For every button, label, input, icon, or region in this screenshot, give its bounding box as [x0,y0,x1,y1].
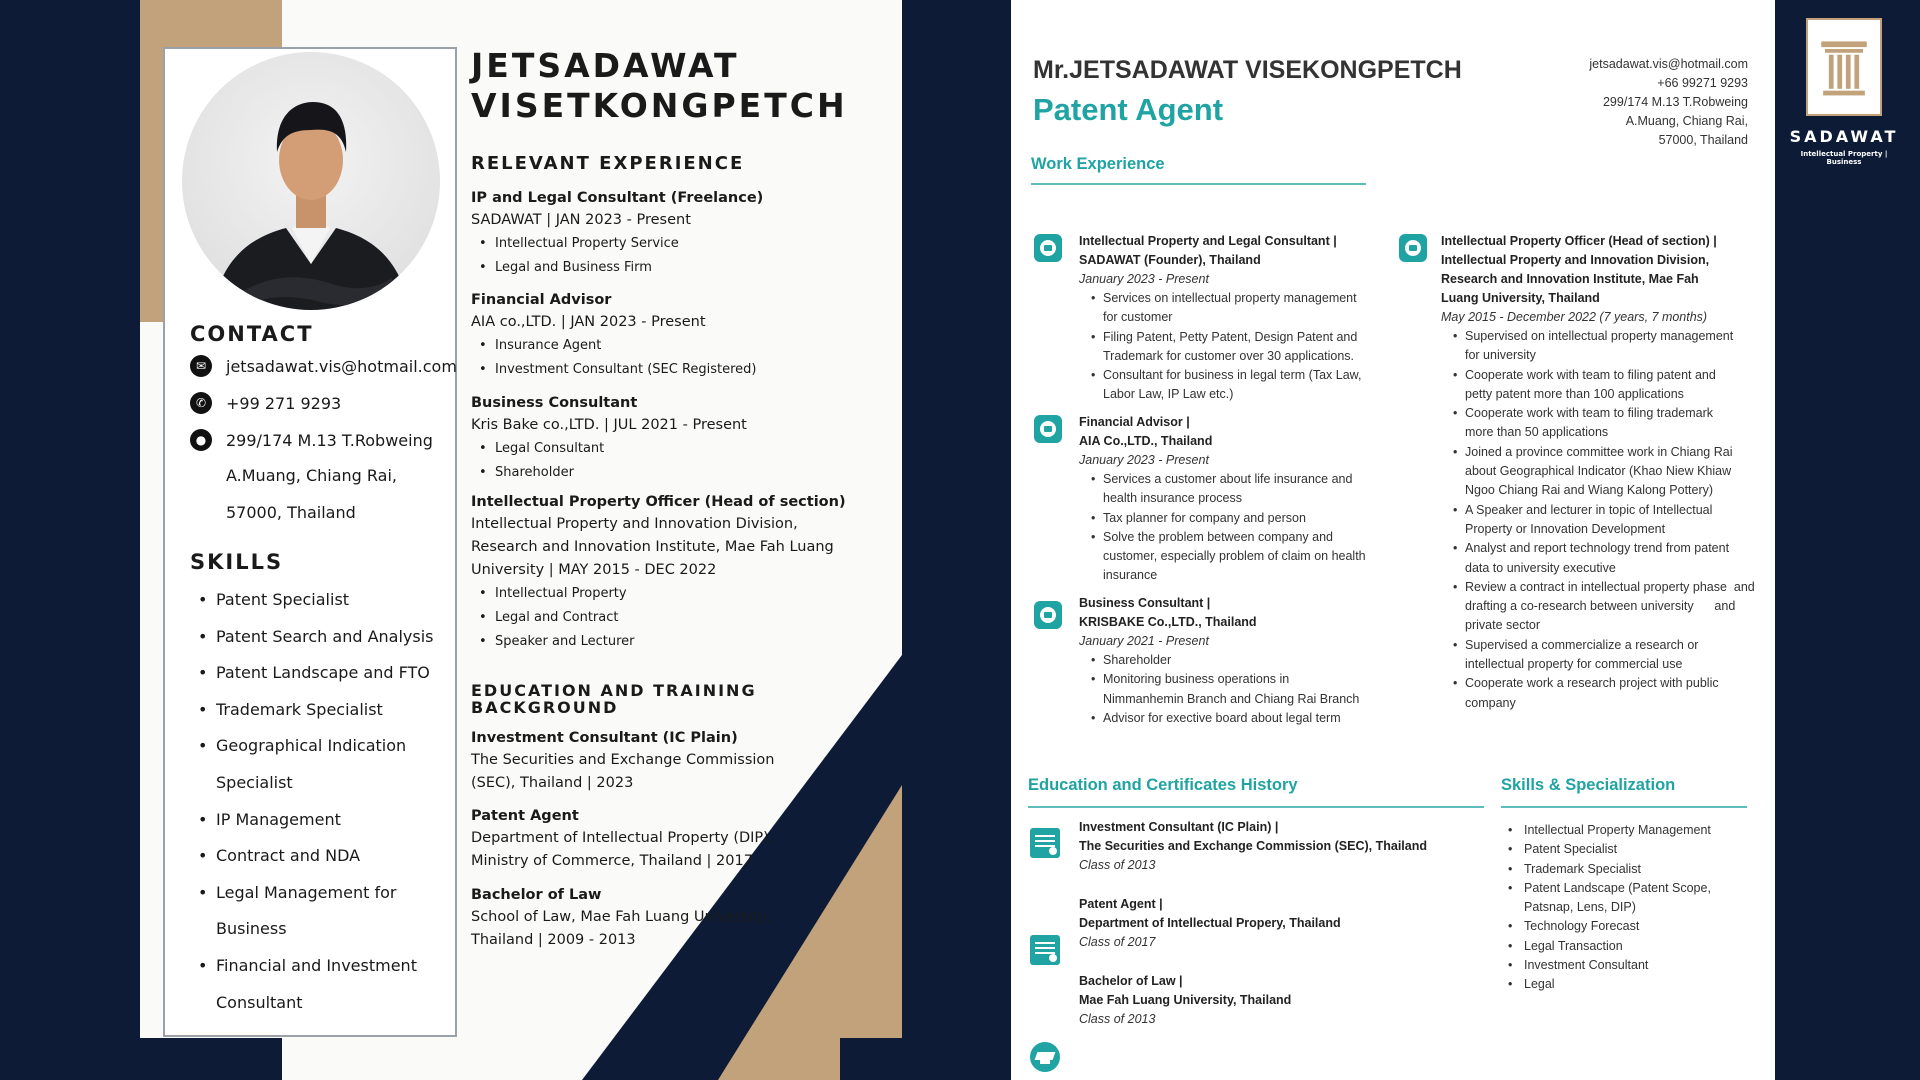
right-contact-address: 57000, Thailand [1658,133,1748,147]
education-entry [471,805,851,873]
skill-item: • Patent Search and Analysis [198,619,458,656]
job-bullet: • A Speaker and lecturer in topic of Intellectual [1465,501,1781,520]
specialization-item: • Technology Forecast [1506,917,1711,936]
right-contact-address: 299/174 M.13 T.Robweing [1602,95,1748,109]
job-bullet: • Tax planner for company and person [1103,509,1399,528]
job-bullet: • Filing Patent, Petty Patent, Design Patent and [1103,328,1399,347]
experience-bullet: • Legal and Contract [479,606,871,630]
contact-address-line-1: 299/174 M.13 T.Robweing [226,430,433,450]
job-bullet: • Shareholder [1103,651,1399,670]
experience-entry [471,187,851,280]
job-company: Luang University, Thailand [1441,291,1600,305]
job-bullet-continued: Trademark for customer over 30 applications. [1103,348,1355,363]
experience-bullet: • Shareholder [479,461,851,485]
pillar-logo-icon [1808,20,1880,114]
job-bullet: • Review a contract in intellectual property phase and [1465,578,1781,597]
job-entry [1079,413,1399,586]
job-bullet: • Monitoring business operations in [1103,670,1399,689]
job-bullet-continued: insurance [1103,568,1158,583]
certificate-icon [1030,935,1060,965]
edu-title: Bachelor of Law | [1079,974,1183,988]
edu-entry [1079,895,1341,952]
job-date: January 2023 - Present [1079,453,1209,467]
job-title: Financial Advisor | [1079,415,1190,429]
job-bullet: • Cooperate work with team to filing trademark [1465,404,1781,423]
skill-item-continued: Consultant [216,992,303,1012]
profile-photo [182,52,440,310]
job-bullet-continued: more than 50 applications [1465,425,1609,440]
contact-address-line-2: A.Muang, Chiang Rai, [226,466,398,485]
skill-item: • IP Management [198,802,458,839]
job-bullet-continued: drafting a co-research between university and [1465,599,1736,614]
edu-entry [1079,818,1427,875]
job-title: Intellectual Property Officer (Head of section) | [1441,234,1717,248]
experience-bullet: • Speaker and Lecturer [479,630,871,654]
specialization-item: • Legal [1506,975,1711,994]
job-bullet: • Cooperate work with team to filing patent and [1465,366,1781,385]
experience-bullet: • Legal and Business Firm [479,256,851,280]
experience-sub: Kris Bake co.,LTD. | JUL 2021 - Present [471,417,747,433]
experience-entry [471,392,851,485]
experience-bullet: • Intellectual Property Service [479,232,851,256]
job-bullet: • Supervised a commercialize a research or [1465,636,1781,655]
job-bullet-continued: company [1465,695,1516,710]
edu-institution: Department of Intellectual Propery, Thailand [1079,916,1341,930]
edu-title: Investment Consultant (IC Plain) | [1079,820,1279,834]
skill-item: • Trademark Specialist [198,692,458,729]
contact-address-line-3: 57000, Thailand [226,503,356,522]
contact-email[interactable]: jetsadawat.vis@hotmail.com [226,356,457,376]
contact-phone[interactable]: +99 271 9293 [226,393,342,413]
experience-bullet: • Legal Consultant [479,437,851,461]
edu-date: Class of 2013 [1079,1012,1156,1026]
job-company: Intellectual Property and Innovation Division, [1441,253,1710,267]
job-date: January 2021 - Present [1079,634,1209,648]
specialization-item: • Intellectual Property Management [1506,821,1711,840]
job-entry [1441,232,1781,713]
edu-institution: Mae Fah Luang University, Thailand [1079,993,1292,1007]
education-history-rule [1028,806,1484,808]
job-bullet-continued: Nimmanhemin Branch and Chiang Rai Branch [1103,691,1360,706]
education-entry [471,884,851,952]
right-contact-address: A.Muang, Chiang Rai, [1625,114,1748,128]
education-title: Investment Consultant (IC Plain) [471,730,738,746]
graduation-cap-icon [1030,1042,1060,1072]
right-role-heading: Patent Agent [1033,92,1224,127]
logo-tagline: Intellectual Property | Business [1800,150,1888,166]
job-bullet-continued: Ngoo Chiang Rai and Wiang Kalong Pottery) [1465,483,1714,498]
job-bullet-continued: private sector [1465,618,1541,633]
contact-heading: CONTACT [190,322,314,346]
skill-item: • Patent Specialist [198,582,458,619]
skill-item-continued: Business [216,919,287,939]
job-date: January 2023 - Present [1079,272,1209,286]
experience-bullet: • Intellectual Property [479,582,871,606]
left-name-heading [471,46,848,126]
job-date: May 2015 - December 2022 (7 years, 7 months) [1441,310,1708,324]
briefcase-icon [1034,415,1062,443]
job-bullet-continued: data to university executive [1465,560,1616,575]
edu-title: Patent Agent | [1079,897,1163,911]
specialization-item: • Trademark Specialist [1506,860,1711,879]
job-bullet: • Consultant for business in legal term (Tax Law, [1103,366,1399,385]
edu-date: Class of 2017 [1079,935,1156,949]
experience-bullet: • Investment Consultant (SEC Registered) [479,358,851,382]
education-line: Thailand | 2009 - 2013 [471,932,636,948]
specialization-item-continued: Patsnap, Lens, DIP) [1524,900,1636,915]
left-navy-accent [140,1038,282,1080]
phone-icon: ✆ [190,392,212,414]
job-company: SADAWAT (Founder), Thailand [1079,253,1261,267]
job-bullet: • Services on intellectual property management [1103,289,1399,308]
job-bullet-continued: customer, especially problem of claim on health [1103,549,1366,564]
job-bullet-continued: intellectual property for commercial use [1465,657,1683,672]
job-entry [1079,594,1399,728]
experience-sub: SADAWAT | JAN 2023 - Present [471,212,691,228]
right-name-heading: Mr.JETSADAWAT VISEKONGPETCH [1033,56,1462,84]
experience-sub: University | MAY 2015 - DEC 2022 [471,562,717,578]
skills-list [198,582,458,1021]
experience-sub: Intellectual Property and Innovation Division, [471,516,798,532]
job-bullet: • Supervised on intellectual property management [1465,327,1781,346]
job-bullet-continued: petty patent more than 100 applications [1465,386,1684,401]
experience-bullet: • Insurance Agent [479,334,851,358]
experience-title: Financial Advisor [471,292,612,308]
skill-item: • Contract and NDA [198,838,458,875]
job-bullet-continued: for university [1465,348,1536,363]
briefcase-icon [1034,601,1062,629]
education-title: Patent Agent [471,808,579,824]
specialization-item: • Investment Consultant [1506,956,1711,975]
skill-item-continued: Specialist [216,772,293,792]
experience-title: Intellectual Property Officer (Head of section) [471,494,846,510]
specialization-rule [1501,806,1747,808]
experience-title: Business Consultant [471,395,638,411]
specialization-heading: Skills & Specialization [1501,776,1676,794]
education-entry [471,727,851,795]
logo-name: SADAWAT [1789,127,1899,146]
work-experience-heading: Work Experience [1031,155,1165,173]
experience-sub: AIA co.,LTD. | JAN 2023 - Present [471,314,706,330]
job-bullet: • Advisor for exective board about legal term [1103,709,1399,728]
skill-item: • Legal Management for [198,875,458,912]
edu-entry [1079,972,1291,1029]
right-contact-phone[interactable]: +66 99271 9293 [1657,76,1748,90]
right-contact-email[interactable]: jetsadawat.vis@hotmail.com [1589,57,1748,71]
job-bullet: • Cooperate work a research project with public [1465,674,1781,693]
sadawat-logo [1806,18,1882,116]
location-pin-icon: ● [190,429,212,451]
skill-item: • Financial and Investment [198,948,458,985]
job-bullet-continued: health insurance process [1103,491,1242,506]
experience-entry [471,491,871,654]
job-bullet-continued: Labor Law, IP Law etc.) [1103,387,1234,402]
person-portrait-icon [182,52,440,310]
experience-title: IP and Legal Consultant (Freelance) [471,190,764,206]
education-line: Department of Intellectual Property (DIP), [471,830,774,846]
experience-heading: RELEVANT EXPERIENCE [471,153,745,174]
briefcase-icon [1399,234,1427,262]
specialization-item: • Patent Specialist [1506,840,1711,859]
contact-phone-row [190,392,341,414]
job-bullet-continued: for customer [1103,310,1173,325]
skill-item: • Patent Landscape and FTO [198,655,458,692]
job-bullet: • Joined a province committee work in Chiang Rai [1465,443,1781,462]
right-contact-block [1589,55,1748,150]
skills-heading: SKILLS [190,550,284,574]
education-line: The Securities and Exchange Commission [471,752,775,768]
job-title: Intellectual Property and Legal Consultant | [1079,234,1337,248]
specialization-list [1506,821,1711,995]
job-bullet: • Services a customer about life insurance and [1103,470,1399,489]
job-bullet: • Analyst and report technology trend from patent [1465,539,1781,558]
job-bullet-continued: Property or Innovation Development [1465,521,1666,536]
job-company: Research and Innovation Institute, Mae Fah [1441,272,1699,286]
education-line: (SEC), Thailand | 2023 [471,775,634,791]
email-icon: ✉ [190,355,212,377]
certificate-icon [1030,828,1060,858]
skill-item: • Geographical Indication [198,728,458,765]
job-bullet: • Solve the problem between company and [1103,528,1399,547]
specialization-item: • Legal Transaction [1506,937,1711,956]
job-bullet-continued: about Geographical Indicator (Khao Niew Khiaw [1465,464,1732,479]
education-title: Bachelor of Law [471,887,602,903]
work-experience-rule [1031,183,1366,185]
education-history-heading: Education and Certificates History [1028,776,1298,794]
experience-sub: Research and Innovation Institute, Mae Fah Luang [471,539,834,555]
job-company: AIA Co.,LTD., Thailand [1079,434,1213,448]
job-title: Business Consultant | [1079,596,1211,610]
left-name-line-1: JETSADAWAT [471,46,740,85]
job-entry [1079,232,1399,405]
education-heading-line-1: EDUCATION AND TRAINING [471,681,757,700]
contact-email-row [190,355,457,377]
education-heading-line-2: BACKGROUND [471,698,619,717]
experience-entry [471,289,851,382]
briefcase-icon [1034,234,1062,262]
left-name-line-2: VISETKONGPETCH [471,86,848,125]
edu-date: Class of 2013 [1079,858,1156,872]
contact-address-row [190,429,433,451]
education-heading [471,682,757,716]
education-line: School of Law, Mae Fah Luang University, [471,909,772,925]
edu-institution: The Securities and Exchange Commission (SEC), Thailand [1079,839,1427,853]
specialization-item: • Patent Landscape (Patent Scope, [1506,879,1711,898]
job-company: KRISBAKE Co.,LTD., Thailand [1079,615,1257,629]
education-line: Ministry of Commerce, Thailand | 2017 [471,853,753,869]
